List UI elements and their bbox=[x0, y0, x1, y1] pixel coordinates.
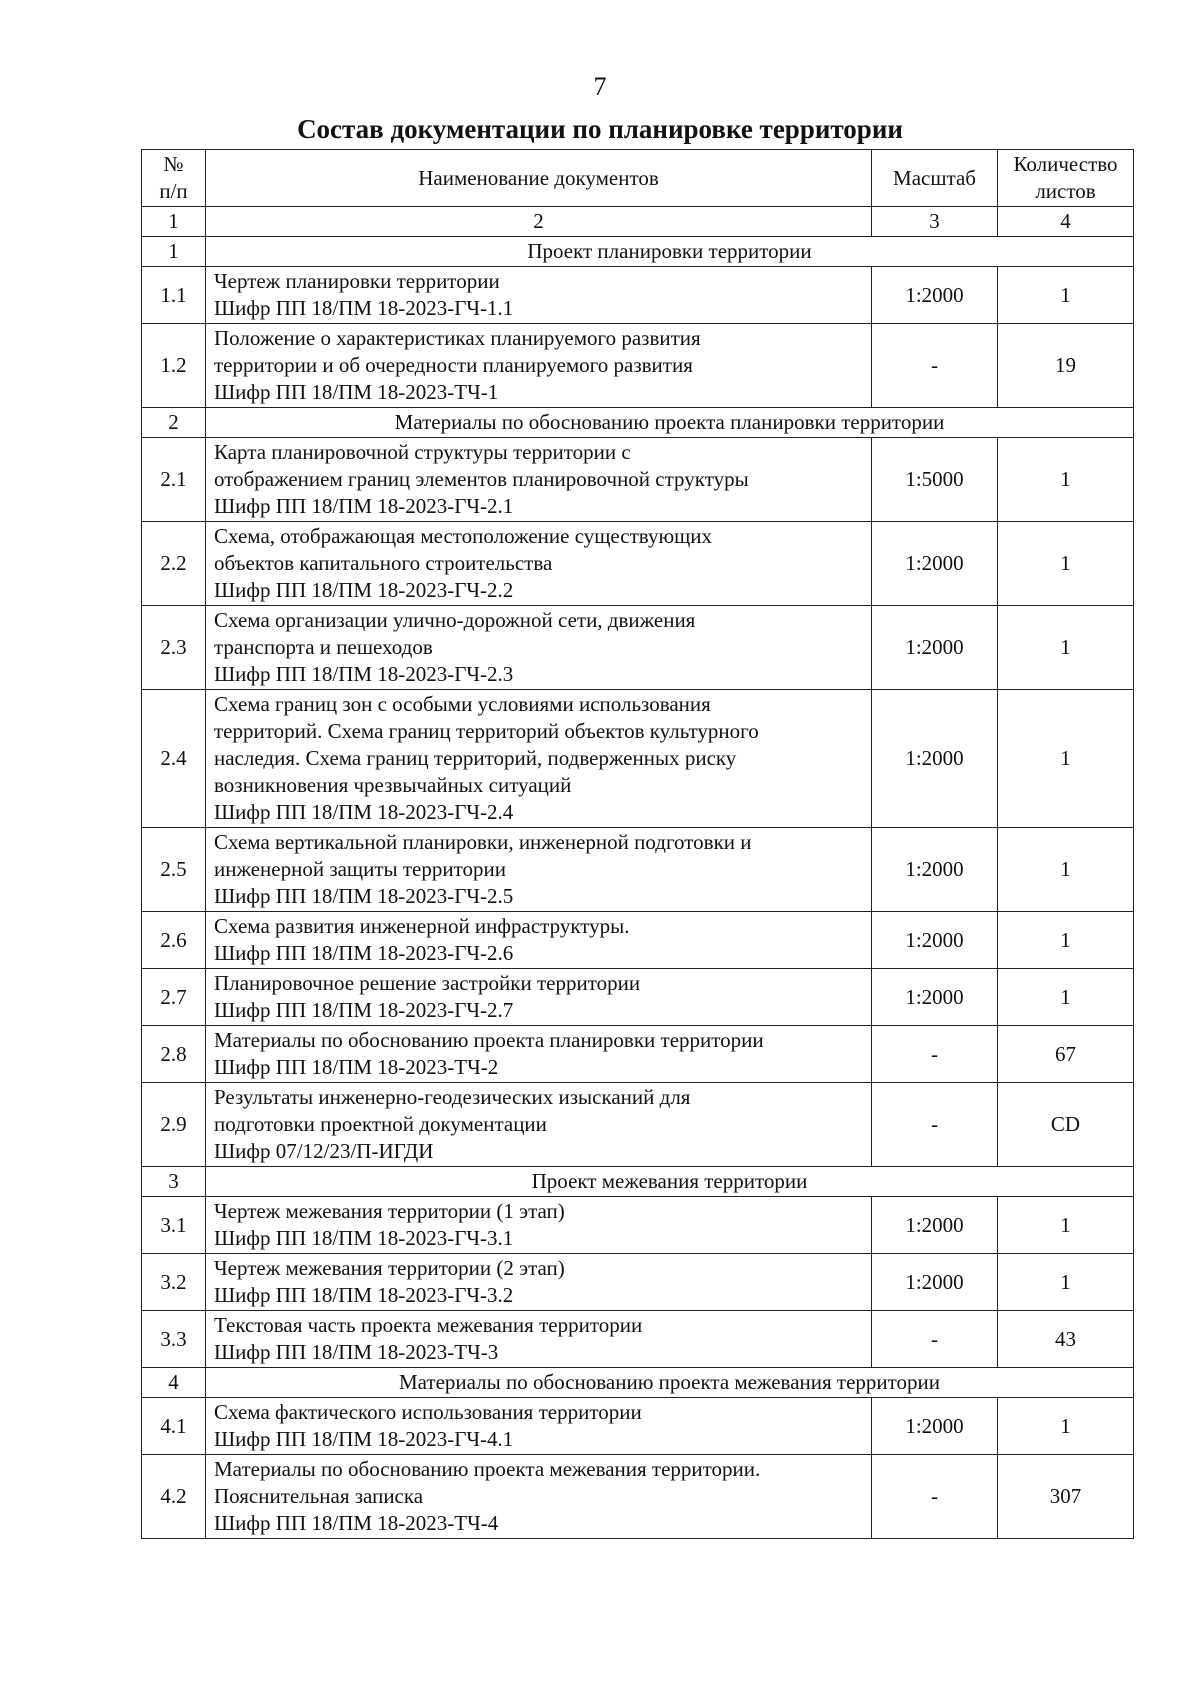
document-title: Состав документации по планировке территории bbox=[297, 114, 903, 144]
item-number: 4.1 bbox=[142, 1398, 206, 1455]
section-number: 2 bbox=[142, 408, 206, 438]
header-count bbox=[998, 150, 1134, 207]
section-title: Проект планировки территории bbox=[206, 237, 1134, 267]
item-scale: 1:2000 bbox=[872, 267, 998, 324]
item-name-line: подготовки проектной документации bbox=[214, 1112, 547, 1136]
item-scale: - bbox=[872, 1026, 998, 1083]
table-row bbox=[142, 1197, 1134, 1254]
item-name-line: Карта планировочной структуры территории с bbox=[214, 440, 631, 464]
section-row bbox=[142, 408, 1134, 438]
item-name-line: отображением границ элементов планировочной структуры bbox=[214, 467, 749, 491]
item-name-line: Шифр ПП 18/ПМ 18-2023-ГЧ-3.1 bbox=[214, 1226, 514, 1250]
item-name-line: Пояснительная записка bbox=[214, 1484, 424, 1508]
item-number: 1.2 bbox=[142, 324, 206, 408]
item-sheet-count: 43 bbox=[998, 1311, 1134, 1368]
item-name-line: транспорта и пешеходов bbox=[214, 635, 433, 659]
item-sheet-count: 1 bbox=[998, 1398, 1134, 1455]
item-name bbox=[206, 912, 872, 969]
item-name-line: Шифр ПП 18/ПМ 18-2023-ТЧ-2 bbox=[214, 1055, 499, 1079]
item-number: 4.2 bbox=[142, 1455, 206, 1539]
item-number: 2.7 bbox=[142, 969, 206, 1026]
table-row bbox=[142, 912, 1134, 969]
table-header bbox=[142, 150, 1134, 237]
item-name bbox=[206, 438, 872, 522]
item-name-line: Шифр ПП 18/ПМ 18-2023-ГЧ-2.6 bbox=[214, 941, 514, 965]
item-name-line: Шифр ПП 18/ПМ 18-2023-ГЧ-2.3 bbox=[214, 662, 514, 686]
table-row bbox=[142, 267, 1134, 324]
item-number: 2.5 bbox=[142, 828, 206, 912]
section-number: 1 bbox=[142, 237, 206, 267]
item-scale: - bbox=[872, 1311, 998, 1368]
item-name-line: территории и об очередности планируемого развития bbox=[214, 353, 693, 377]
item-scale: 1:2000 bbox=[872, 1197, 998, 1254]
table-row bbox=[142, 969, 1134, 1026]
item-name bbox=[206, 267, 872, 324]
table-body bbox=[142, 237, 1134, 1539]
table-row bbox=[142, 1311, 1134, 1368]
item-name-line: возникновения чрезвычайных ситуаций bbox=[214, 773, 572, 797]
item-number: 2.2 bbox=[142, 522, 206, 606]
item-name-line: Материалы по обоснованию проекта планировки территории bbox=[214, 1028, 764, 1052]
section-title: Материалы по обоснованию проекта межевания территории bbox=[206, 1368, 1134, 1398]
item-name-line: Шифр ПП 18/ПМ 18-2023-ГЧ-2.5 bbox=[214, 884, 514, 908]
header-number bbox=[142, 150, 206, 207]
item-name bbox=[206, 1254, 872, 1311]
item-scale: - bbox=[872, 324, 998, 408]
item-sheet-count: 1 bbox=[998, 267, 1134, 324]
header-count-line2: листов bbox=[1035, 179, 1096, 203]
column-number-row bbox=[142, 207, 1134, 237]
item-name-line: Текстовая часть проекта межевания территории bbox=[214, 1313, 643, 1337]
item-name-line: объектов капитального строительства bbox=[214, 551, 553, 575]
documents-table bbox=[141, 149, 1134, 1539]
item-number: 2.6 bbox=[142, 912, 206, 969]
item-number: 3.1 bbox=[142, 1197, 206, 1254]
item-name-line: Чертеж межевания территории (2 этап) bbox=[214, 1256, 565, 1280]
item-name-line: территорий. Схема границ территорий объектов культурного bbox=[214, 719, 759, 743]
item-name bbox=[206, 1311, 872, 1368]
item-scale: 1:2000 bbox=[872, 1254, 998, 1311]
header-name: Наименование документов bbox=[206, 150, 872, 207]
item-name-line: Результаты инженерно-геодезических изысканий для bbox=[214, 1085, 691, 1109]
item-sheet-count: 19 bbox=[998, 324, 1134, 408]
item-sheet-count: 1 bbox=[998, 690, 1134, 828]
item-name bbox=[206, 606, 872, 690]
item-scale: - bbox=[872, 1455, 998, 1539]
item-name-line: Схема фактического использования территории bbox=[214, 1400, 642, 1424]
table-row bbox=[142, 606, 1134, 690]
header-number-line2: п/п bbox=[159, 179, 188, 203]
item-name-line: Шифр ПП 18/ПМ 18-2023-ГЧ-2.1 bbox=[214, 494, 514, 518]
item-name-line: Схема, отображающая местоположение существующих bbox=[214, 524, 713, 548]
item-name-line: Схема границ зон с особыми условиями использования bbox=[214, 692, 711, 716]
item-number: 2.9 bbox=[142, 1083, 206, 1167]
column-number: 2 bbox=[206, 207, 872, 237]
item-sheet-count: 307 bbox=[998, 1455, 1134, 1539]
table-row bbox=[142, 1455, 1134, 1539]
item-name-line: Планировочное решение застройки территории bbox=[214, 971, 641, 995]
item-name-line: Шифр ПП 18/ПМ 18-2023-ТЧ-3 bbox=[214, 1340, 499, 1364]
section-row bbox=[142, 237, 1134, 267]
item-name-line: Схема вертикальной планировки, инженерной подготовки и bbox=[214, 830, 752, 854]
item-name-line: Схема развития инженерной инфраструктуры. bbox=[214, 914, 630, 938]
item-scale: 1:2000 bbox=[872, 828, 998, 912]
item-sheet-count: 1 bbox=[998, 438, 1134, 522]
item-name bbox=[206, 1455, 872, 1539]
table-row bbox=[142, 1083, 1134, 1167]
section-title: Материалы по обоснованию проекта планировки территории bbox=[206, 408, 1134, 438]
item-scale: 1:2000 bbox=[872, 690, 998, 828]
item-sheet-count: 1 bbox=[998, 522, 1134, 606]
item-scale: - bbox=[872, 1083, 998, 1167]
item-name-line: Шифр ПП 18/ПМ 18-2023-ГЧ-3.2 bbox=[214, 1283, 514, 1307]
item-name-line: Шифр 07/12/23/П-ИГДИ bbox=[214, 1139, 434, 1163]
item-scale: 1:2000 bbox=[872, 522, 998, 606]
section-row bbox=[142, 1167, 1134, 1197]
item-name bbox=[206, 969, 872, 1026]
table-row bbox=[142, 828, 1134, 912]
column-number: 4 bbox=[998, 207, 1134, 237]
item-sheet-count: 1 bbox=[998, 1254, 1134, 1311]
item-number: 2.8 bbox=[142, 1026, 206, 1083]
item-name bbox=[206, 828, 872, 912]
table-row bbox=[142, 690, 1134, 828]
table-row bbox=[142, 522, 1134, 606]
item-name-line: Положение о характеристиках планируемого развития bbox=[214, 326, 701, 350]
item-name-line: Материалы по обоснованию проекта межевания территории. bbox=[214, 1457, 761, 1481]
item-number: 3.2 bbox=[142, 1254, 206, 1311]
item-scale: 1:2000 bbox=[872, 1398, 998, 1455]
item-scale: 1:2000 bbox=[872, 606, 998, 690]
section-title: Проект межевания территории bbox=[206, 1167, 1134, 1197]
item-name bbox=[206, 1026, 872, 1083]
item-name-line: Шифр ПП 18/ПМ 18-2023-ТЧ-4 bbox=[214, 1511, 499, 1535]
item-name bbox=[206, 1398, 872, 1455]
item-name bbox=[206, 1083, 872, 1167]
item-sheet-count: 1 bbox=[998, 606, 1134, 690]
column-number: 1 bbox=[142, 207, 206, 237]
section-row bbox=[142, 1368, 1134, 1398]
item-name bbox=[206, 1197, 872, 1254]
item-name-line: Шифр ПП 18/ПМ 18-2023-ГЧ-2.2 bbox=[214, 578, 514, 602]
item-name-line: Шифр ПП 18/ПМ 18-2023-ГЧ-4.1 bbox=[214, 1427, 514, 1451]
item-number: 2.4 bbox=[142, 690, 206, 828]
item-name-line: Шифр ПП 18/ПМ 18-2023-ТЧ-1 bbox=[214, 380, 499, 404]
item-name bbox=[206, 690, 872, 828]
item-sheet-count: 1 bbox=[998, 1197, 1134, 1254]
item-sheet-count: 1 bbox=[998, 969, 1134, 1026]
item-name-line: инженерной защиты территории bbox=[214, 857, 506, 881]
item-name bbox=[206, 324, 872, 408]
item-scale: 1:2000 bbox=[872, 969, 998, 1026]
item-name-line: Шифр ПП 18/ПМ 18-2023-ГЧ-2.4 bbox=[214, 800, 514, 824]
header-scale: Масштаб bbox=[872, 150, 998, 207]
table-row bbox=[142, 324, 1134, 408]
item-sheet-count: 1 bbox=[998, 828, 1134, 912]
item-name-line: Шифр ПП 18/ПМ 18-2023-ГЧ-1.1 bbox=[214, 296, 514, 320]
item-name-line: наследия. Схема границ территорий, подверженных риску bbox=[214, 746, 737, 770]
page-number: 7 bbox=[593, 72, 607, 101]
item-name-line: Чертеж планировки территории bbox=[214, 269, 500, 293]
section-number: 4 bbox=[142, 1368, 206, 1398]
item-scale: 1:2000 bbox=[872, 912, 998, 969]
table-row bbox=[142, 1398, 1134, 1455]
item-number: 2.1 bbox=[142, 438, 206, 522]
table-row bbox=[142, 1026, 1134, 1083]
item-number: 2.3 bbox=[142, 606, 206, 690]
header-number-line1: № bbox=[163, 152, 184, 176]
item-name-line: Схема организации улично-дорожной сети, движения bbox=[214, 608, 696, 632]
column-number: 3 bbox=[872, 207, 998, 237]
item-number: 1.1 bbox=[142, 267, 206, 324]
item-number: 3.3 bbox=[142, 1311, 206, 1368]
table-row bbox=[142, 438, 1134, 522]
section-number: 3 bbox=[142, 1167, 206, 1197]
table-row bbox=[142, 1254, 1134, 1311]
item-sheet-count: 67 bbox=[998, 1026, 1134, 1083]
item-sheet-count: 1 bbox=[998, 912, 1134, 969]
item-name bbox=[206, 522, 872, 606]
header-count-line1: Количество bbox=[1013, 152, 1118, 176]
item-name-line: Шифр ПП 18/ПМ 18-2023-ГЧ-2.7 bbox=[214, 998, 514, 1022]
item-name-line: Чертеж межевания территории (1 этап) bbox=[214, 1199, 565, 1223]
header-row bbox=[142, 150, 1134, 207]
item-scale: 1:5000 bbox=[872, 438, 998, 522]
item-sheet-count: CD bbox=[998, 1083, 1134, 1167]
